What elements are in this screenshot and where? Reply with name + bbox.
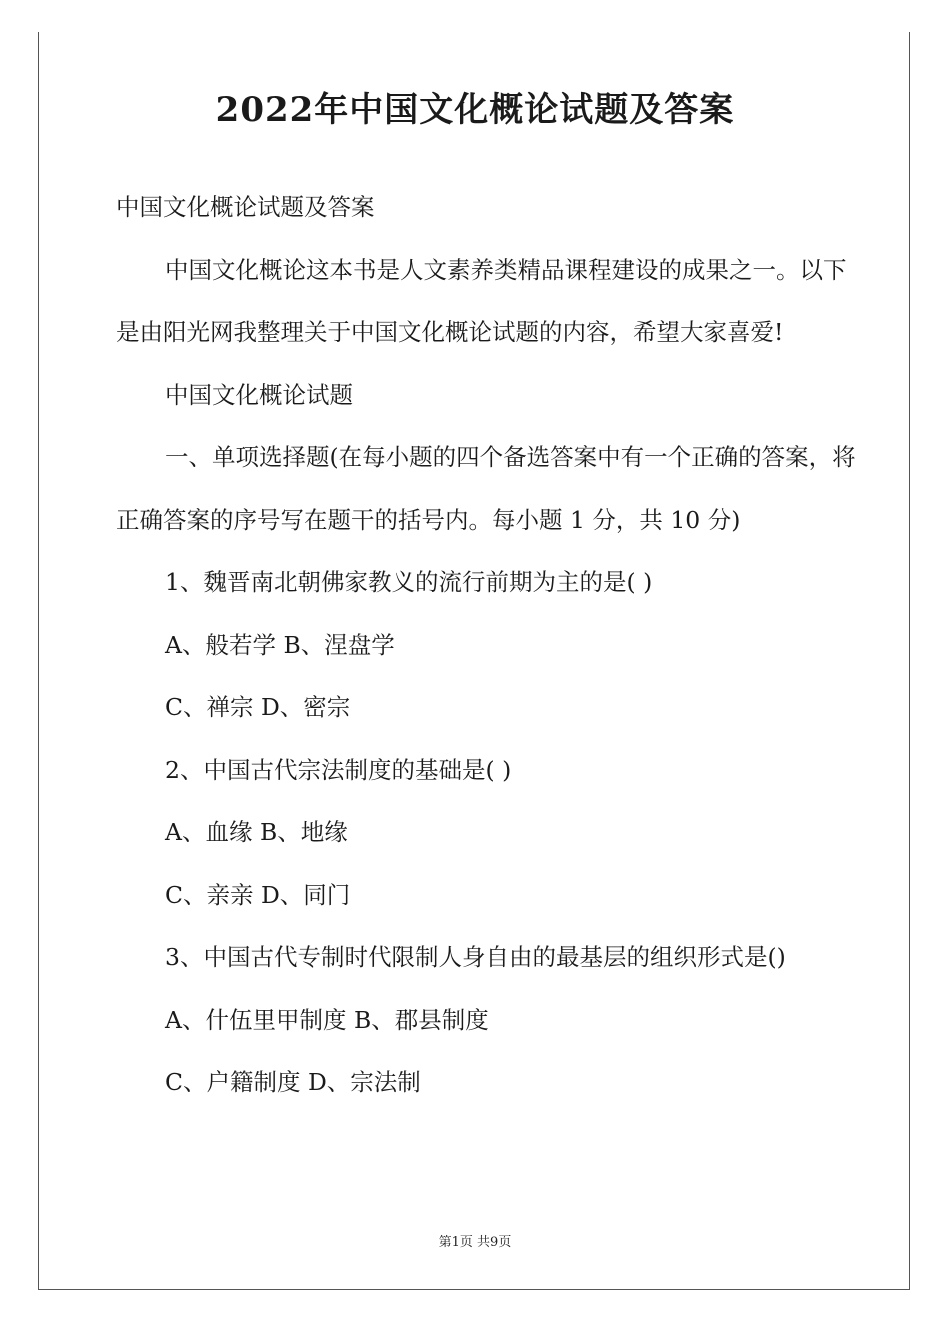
question-options: C、户籍制度 D、宗法制 [165, 1068, 421, 1096]
page-border-right [909, 32, 910, 1290]
question-options: C、禅宗 D、密宗 [165, 693, 351, 721]
question-options: C、亲亲 D、同门 [165, 880, 351, 909]
page-footer: 第1页 共9页 [438, 1235, 512, 1250]
document-body [116, 176, 856, 1114]
subtitle: 中国文化概论试题及答案 [116, 193, 375, 221]
section-heading: 中国文化概论试题 [165, 380, 353, 409]
question-stem: 1、魏晋南北朝佛家教义的流行前期为主的是( ) [165, 568, 653, 596]
question-options: A、血缘 B、地缘 [165, 818, 348, 846]
question-stem: 2、中国古代宗法制度的基础是( ) [165, 755, 512, 784]
document-title: 2022年中国文化概论试题及答案 [215, 90, 735, 130]
question-options: A、般若学 B、涅盘学 [165, 630, 395, 659]
part-one-instructions: 一、单项选择题(在每小题的四个备选答案中有一个正确的答案，将正确答案的序号写在题干的括号内。每小题 1 分，共 10 分) [116, 443, 856, 534]
intro-paragraph: 中国文化概论这本书是人文素养类精品课程建设的成果之一。以下是由阳光网我整理关于中国文化概论试题的内容，希望大家喜爱! [116, 255, 847, 346]
question-stem: 3、中国古代专制时代限制人身自由的最基层的组织形式是() [165, 943, 786, 971]
question-options: A、什伍里甲制度 B、郡县制度 [165, 1005, 489, 1034]
page-border-bottom [38, 1289, 910, 1290]
page-border-left [38, 32, 39, 1290]
